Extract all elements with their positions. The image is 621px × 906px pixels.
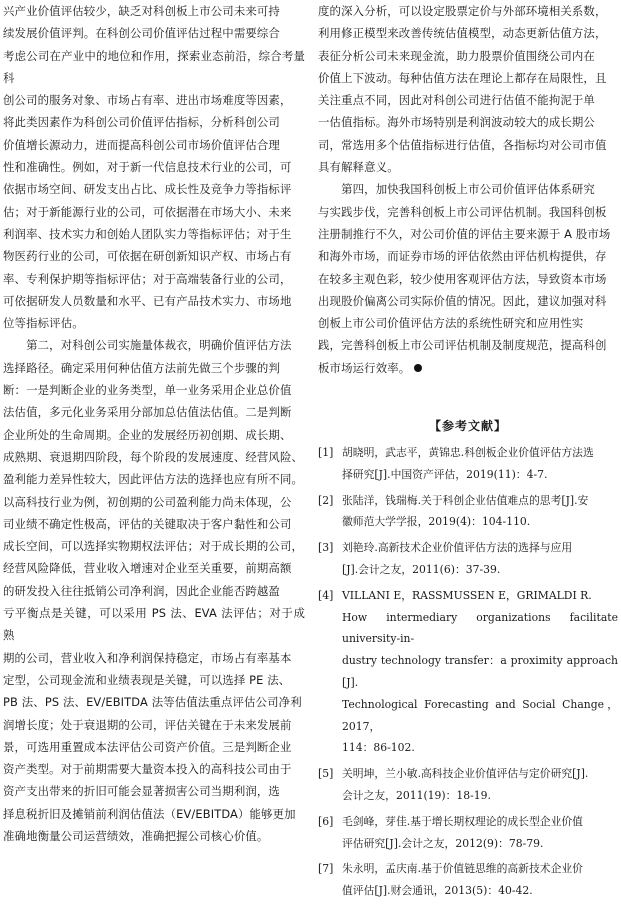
body-paragraph: 第二，对科创公司实施量体裁衣，明确价值评估方法 选择路径。确定采用何种估值方法前先做三个步骤的判 断：一是判断企业的业务类型，单一业务采用企业总价值 法估值，多元化业务采用分部加总估值法估值。二是判断 企业所处的生命周期。企业的发展经历初创期、成长期、 成熟期、衰退期四阶段，每个阶段的发展速度、经营风险、 盈利能力差异性较大，因此评估方法的选择也应有所不同。 以高科技行业为例，初创期的公司盈利能力尚未体现，公 司业绩不确定性极高，评估的关键取决于客户黏性和公司 成长空间，可以选择实物期权法评估；对于成长期的公司， 经营风险降低，营业收入增速对企业至关重要，前期高额 的研发投入往往抵销公司净利润，因此企业能否跨越盈 亏平衡点是关键，可以采用 PS 法、EVA 法评估；对于成熟 期的公司，营业收入和净利润保持稳定，市场占有率基本 定型，公司现金流和业绩表现是关键，可以选择 PE 法、 PB 法、PS 法、EV/EBITDA 法等估值法重点评估公司净利 润增长度；处于衰退期的公司，评估关键在于未来发展前 景，可选用重置成本法评估公司资产价值。三是判断企业 资产类型。对于前期需要大量资本投入的高科技公司由于 资产支出带来的折旧可能会显著损害公司当期利润，选 择息税折旧及摊销前利润估值法（EV/EBITDA）能够更加 准确地衡量公司运营绩效，准确把握公司核心价值。 bbox=[3, 338, 305, 843]
reference-text: VILLANI E，RASSMUSSEN E，GRIMALDI R. How intermediary organizations facilitate university-in- dustry technology transfer：a proximity approach [J]. Technological Forecasting and Social Change，2017， 114：86-102. bbox=[342, 588, 618, 755]
right-column bbox=[318, 0, 618, 906]
reference-number: [4] bbox=[318, 588, 334, 602]
body-paragraph: 兴产业价值评估较少，缺乏对科创板上市公司未来可持 续发展价值评判。在科创公司价值评估过程中需要综合 考虑公司在产业中的地位和作用，探索业态前沿，综合考量科 创公司的服务对象、市场占有率、进出市场难度等因素， 将此类因素作为科创公司价值评估指标，分析科创公司 价值增长源动力，进而提高科创公司市场价值评估合理 性和准确性。例如，对于新一代信息技术行业的公司，可 依据市场空间、研发支出占比、成长性及竞争力等指标评 估；对于新能源行业的公司，可依据潜在市场大小、未来 利润率、技术实力和创始人团队实力等指标评估；对于生 物医药行业的公司，可依据在研创新知识产权、市场占有 率、专利保护期等指标评估；对于高端装备行业的公司， 可依据研发人员数量和水平、已有产品技术实力、市场地 位等指标评估。 bbox=[3, 4, 305, 331]
reference-text: 关明坤，兰小敏.高科技企业价值评估与定价研究[J]. 会计之友，2011(19)：18-19. bbox=[342, 767, 589, 802]
references-list bbox=[318, 442, 618, 902]
reference-number: [6] bbox=[318, 814, 334, 828]
end-mark-icon bbox=[414, 364, 422, 372]
reference-item bbox=[318, 442, 618, 486]
reference-text: 张陆洋，钱瑞梅.关于科创企业估值难点的思考[J].安 徽师范大学学报，2019(4)：104-110. bbox=[342, 493, 589, 529]
reference-number: [5] bbox=[318, 767, 334, 781]
reference-item bbox=[318, 585, 618, 759]
reference-number: [1] bbox=[318, 446, 334, 460]
reference-text: 朱永明，孟庆南.基于价值链思维的高新技术企业价 值评估[J].财会通讯，2013(5)：40-42. bbox=[342, 862, 583, 898]
reference-text: 毛剑峰，芽佳.基于增长期权理论的成长型企业价值 评估研究[J].会计之友，2012(9)：78-79. bbox=[342, 814, 583, 850]
reference-text: 刘艳玲.高新技术企业价值评估方法的选择与应用 [J].会计之友，2011(6)：37-39. bbox=[342, 541, 573, 577]
reference-item bbox=[318, 490, 618, 534]
reference-text: 胡晓明，武志平，黄锦忠.科创板企业价值评估方法选 择研究[J].中国资产评估，2019(11)：4-7. bbox=[342, 446, 594, 481]
reference-number: [7] bbox=[318, 862, 334, 876]
reference-number: [2] bbox=[318, 493, 334, 507]
reference-item bbox=[318, 763, 618, 807]
body-paragraph-text: 第四，加快我国科创板上市公司价值评估体系研究 与实践步伐，完善科创板上市公司评估机制。我国科创板 注册制推行不久，对公司价值的评估主要来源于 A 股市场 和海外市场，而证券市场的评估依然由评估机构提供，存 在较多主观色彩，较少使用客观评估方法，导致资本市场 出现股价偏离公司实际价值的情况。因此，建议加强对科 创板上市公司价值评估方法的系统性研究和应用性实 践，完善科创板上市公司评估机制及制度规范，提高科创 板市场运行效率。 bbox=[318, 182, 611, 375]
reference-item bbox=[318, 537, 618, 581]
reference-item bbox=[318, 858, 618, 902]
body-paragraph: 度的深入分析，可以设定股票定价与外部环境相关系数， 利用修正模型来改善传统估值模型，动态更新估值方法， 表征分析公司未来现金流，助力股票价值围绕公司内在 价值上下波动。每种估值方法在理论上都存在局限性，且 关注重点不同，因此对科创公司进行估值不能拘泥于单 一估值指标。海外市场特别是利润波动较大的成长期公 司，常选用多个估值指标进行估值，各指标均对公司市值 具有解释意义。 bbox=[318, 4, 607, 175]
reference-number: [3] bbox=[318, 541, 334, 555]
reference-item bbox=[318, 811, 618, 855]
body-paragraph-last bbox=[318, 178, 618, 379]
references-title: 【参考文献】 bbox=[428, 419, 507, 434]
left-column bbox=[3, 0, 305, 847]
